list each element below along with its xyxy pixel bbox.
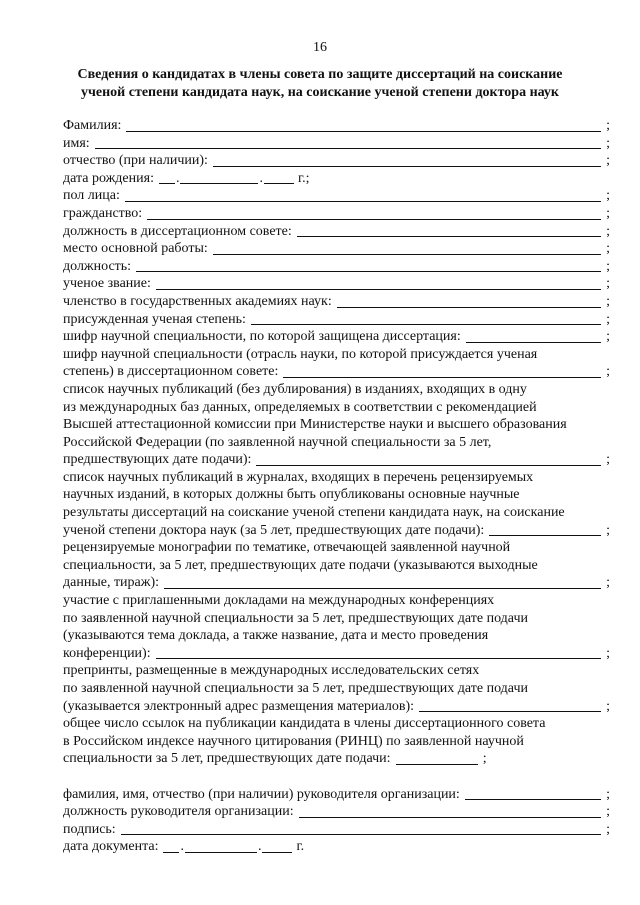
field-end: ; [606, 522, 610, 538]
field-label: место основной работы: [63, 241, 208, 257]
field-end: ; [606, 241, 610, 257]
field-end: ; [606, 118, 610, 133]
field-label: данные, тираж): [63, 575, 159, 591]
council-position-input-line[interactable] [297, 225, 601, 237]
field-end: ; [606, 205, 610, 221]
field-label: Фамилия: [63, 118, 122, 133]
rinc-input-line[interactable] [396, 753, 478, 765]
field-specialty-awarded-line-2 [63, 363, 610, 381]
field-label: Российской Федерации (по заявленной научной специальности за 5 лет, [63, 434, 492, 450]
title-line-2: ученой степени кандидата наук, на соискание ученой степени доктора наук [81, 84, 559, 100]
field-label: гражданство: [63, 205, 143, 221]
field-patronymic [63, 152, 610, 170]
date-separator: . [180, 839, 184, 855]
field-end: ; [606, 821, 610, 837]
citizenship-input-line[interactable] [147, 208, 601, 220]
field-rinc-line-2 [63, 733, 610, 751]
field-label: Высшей аттестационной комиссии при Министерстве науки и высшего образования [63, 417, 567, 433]
conferences-input-line[interactable] [156, 647, 601, 659]
form-fields [63, 117, 610, 856]
patronymic-input-line[interactable] [213, 155, 601, 167]
specialty-awarded-input-line[interactable] [283, 366, 601, 378]
field-intl-pubs-line-3 [63, 416, 610, 434]
date-separator: . [175, 170, 180, 186]
field-end: ; [606, 276, 610, 292]
field-label: (указываются тема доклада, а также название, дата и место проведения [63, 628, 489, 644]
field-label: рецензируемые монографии по тематике, отвечающей заявленной научной [63, 540, 511, 556]
field-gender [63, 187, 610, 205]
field-intl-pubs-line-1 [63, 381, 610, 399]
date-separator: . [257, 839, 262, 855]
field-intl-pubs-line-5 [63, 451, 610, 469]
field-preprints-line-3 [63, 698, 610, 716]
field-end: ; [606, 575, 610, 591]
field-label: по заявленной научной специальности за 5 лет, предшествующих дате подачи [63, 610, 528, 626]
year-suffix: г. [296, 839, 305, 855]
workplace-input-line[interactable] [213, 243, 601, 255]
field-conferences-line-1 [63, 592, 610, 610]
field-end: ; [606, 804, 610, 820]
field-label: список научных публикаций (без дублирования) в изданиях, входящих в одну [63, 381, 527, 397]
field-conferences-line-3 [63, 627, 610, 645]
field-end: ; [482, 751, 487, 767]
field-end: ; [606, 258, 610, 274]
field-head-position [63, 803, 610, 821]
field-label: отчество (при наличии): [63, 153, 208, 169]
preprints-input-line[interactable] [419, 700, 601, 712]
field-label: научных изданий, в которых должны быть опубликованы основные научные [63, 487, 520, 503]
field-label: дата документа: [63, 839, 159, 855]
surname-input-line[interactable] [126, 120, 601, 132]
field-label: имя: [63, 135, 90, 151]
field-label: ученое звание: [63, 276, 151, 292]
field-rinc-line-3 [63, 750, 610, 768]
field-end: ; [606, 153, 610, 169]
intl-pubs-input-line[interactable] [256, 454, 601, 466]
academic-rank-input-line[interactable] [156, 278, 601, 290]
field-birth-date [63, 170, 610, 188]
field-rinc-line-1 [63, 715, 610, 733]
field-academies-membership [63, 293, 610, 311]
field-label: из международных баз данных, определяемых в соответствии с рекомендацией [63, 399, 537, 415]
field-label: по заявленной научной специальности за 5 лет, предшествующих дате подачи [63, 681, 528, 696]
field-end: ; [606, 364, 610, 380]
field-label: список научных публикаций в журналах, входящих в перечень рецензируемых [63, 469, 534, 485]
field-label: предшествующих дате подачи): [63, 452, 252, 468]
field-preprints-line-2 [63, 680, 610, 698]
field-end: ; [606, 293, 610, 309]
field-specialty-code-defended [63, 328, 610, 346]
field-journal-pubs-line-3 [63, 504, 610, 522]
field-monographs-line-1 [63, 539, 610, 557]
field-label: (указывается электронный адрес размещения материалов): [63, 698, 415, 714]
field-end: ; [606, 329, 610, 345]
field-journal-pubs-line-1 [63, 469, 610, 487]
field-end: ; [606, 698, 610, 714]
field-surname [63, 117, 610, 135]
field-end: ; [606, 786, 610, 802]
academic-degree-input-line[interactable] [251, 313, 601, 325]
field-label: шифр научной специальности (отрасль науки, по которой присуждается ученая [63, 346, 538, 362]
field-label: конференции): [63, 645, 151, 661]
field-academic-rank [63, 275, 610, 293]
section-gap [63, 768, 610, 786]
field-label: степень) в диссертационном совете: [63, 364, 279, 380]
field-label: общее число ссылок на публикации кандидата в члены диссертационного совета [63, 716, 546, 732]
field-label: должность: [63, 258, 132, 274]
field-label: препринты, размещенные в международных исследовательских сетях [63, 663, 480, 679]
journal-pubs-input-line[interactable] [489, 524, 601, 536]
doc-day-input-line[interactable] [163, 841, 179, 853]
field-label: специальности за 5 лет, предшествующих дате подачи: [63, 751, 391, 767]
signature-input-line[interactable] [121, 823, 601, 835]
field-label: фамилия, имя, отчество (при наличии) руководителя организации: [63, 786, 460, 802]
field-monographs-line-3 [63, 574, 610, 592]
field-label: шифр научной специальности, по которой защищена диссертация: [63, 329, 461, 345]
field-end: ; [606, 645, 610, 661]
document-date-parts [158, 838, 304, 856]
birth-date-parts [154, 170, 310, 188]
field-end: ; [606, 311, 610, 327]
field-label: ученой степени доктора наук (за 5 лет, предшествующих дате подачи): [63, 522, 485, 538]
field-journal-pubs-line-2 [63, 486, 610, 504]
field-intl-pubs-line-4 [63, 434, 610, 452]
birth-day-input-line[interactable] [159, 172, 175, 184]
field-label: результаты диссертаций на соискание ученой степени кандидата наук, на соискание [63, 505, 565, 521]
field-position [63, 258, 610, 276]
field-label: специальности, за 5 лет, предшествующих дате подачи (указываются выходные [63, 557, 538, 573]
doc-month-input-line[interactable] [185, 841, 257, 853]
field-label: присужденная ученая степень: [63, 311, 246, 327]
gender-input-line[interactable] [125, 190, 601, 202]
position-input-line[interactable] [136, 260, 601, 272]
year-suffix: г.; [297, 170, 310, 186]
monographs-input-line[interactable] [164, 577, 601, 589]
field-end: ; [606, 452, 610, 468]
field-label: участие с приглашенными докладами на международных конференциях [63, 593, 495, 609]
birth-year-input-line[interactable] [264, 172, 294, 184]
academies-membership-input-line[interactable] [337, 296, 601, 308]
name-input-line[interactable] [95, 137, 601, 149]
field-specialty-awarded-line-1 [63, 346, 610, 364]
field-monographs-line-2 [63, 557, 610, 575]
document-title [40, 66, 600, 101]
field-preprints-line-1 [63, 662, 610, 680]
field-end: ; [606, 188, 610, 204]
field-document-date [63, 838, 610, 856]
field-conferences-line-2 [63, 610, 610, 628]
field-label: пол лица: [63, 188, 120, 204]
field-label: в Российском индексе научного цитирования (РИНЦ) по заявленной научной [63, 733, 524, 749]
field-journal-pubs-line-4 [63, 522, 610, 540]
field-label: членство в государственных академиях наук: [63, 293, 332, 309]
specialty-defended-input-line[interactable] [466, 331, 601, 343]
field-council-position [63, 223, 610, 241]
field-workplace [63, 240, 610, 258]
field-label: должность руководителя организации: [63, 804, 294, 820]
field-signature [63, 821, 610, 839]
title-line-1: Сведения о кандидатах в члены совета по защите диссертаций на соискание [77, 67, 563, 82]
head-position-input-line[interactable] [299, 806, 601, 818]
field-label: должность в диссертационном совете: [63, 223, 292, 239]
head-name-input-line[interactable] [465, 788, 601, 800]
field-label: дата рождения: [63, 170, 154, 186]
field-name [63, 135, 610, 153]
field-citizenship [63, 205, 610, 223]
field-end: ; [606, 135, 610, 151]
page-number: 16 [313, 40, 327, 55]
birth-month-input-line[interactable] [180, 172, 258, 184]
field-head-name [63, 786, 610, 804]
field-intl-pubs-line-2 [63, 399, 610, 417]
date-separator: . [259, 170, 263, 186]
field-end: ; [606, 223, 610, 239]
doc-year-input-line[interactable] [262, 841, 292, 853]
field-conferences-line-4 [63, 645, 610, 663]
field-academic-degree [63, 311, 610, 329]
field-label: подпись: [63, 821, 116, 837]
